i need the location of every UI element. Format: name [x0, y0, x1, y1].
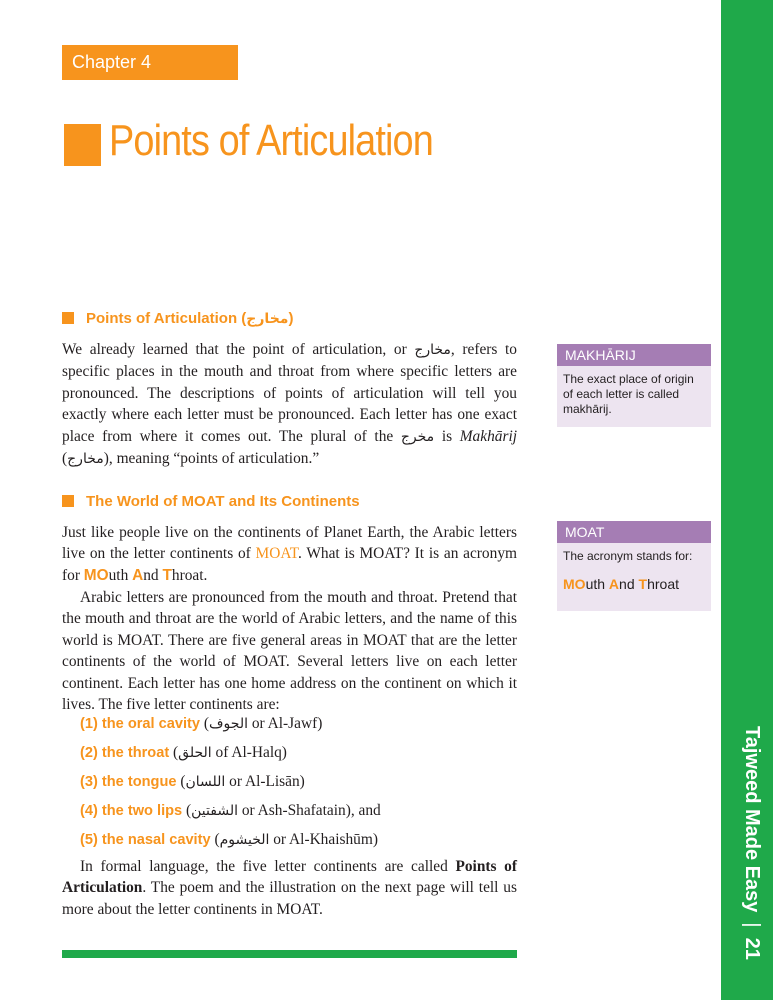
- section-heading-moat: The World of MOAT and Its Continents: [62, 493, 360, 510]
- moat-sidebox: [557, 521, 711, 611]
- sidebar-strip: [721, 0, 773, 1000]
- sidebox-body: The acronym stands for:: [563, 549, 693, 563]
- square-bullet-icon: [62, 495, 74, 507]
- square-bullet-icon: [62, 312, 74, 324]
- footer-separator: |: [741, 922, 763, 928]
- makharij-sidebox: [557, 344, 711, 427]
- section-heading-points: Points of Articulation (مخارج): [62, 310, 293, 327]
- paragraph-formal-language: In formal language, the five letter continents are called Points of Articulation. The poem and the illustration on the next page will tell us more about the letter continents in MOAT.: [62, 858, 517, 918]
- list-item: (5) the nasal cavity (الخيشوم or Al-Khaishūm): [80, 831, 378, 848]
- sidebox-body: The exact place of origin of each letter is called makhārij.: [563, 372, 694, 416]
- sidebox-header: MAKHĀRIJ: [557, 344, 711, 366]
- continents-list: [80, 709, 520, 854]
- book-title: Tajweed Made Easy: [741, 726, 763, 913]
- list-item: (3) the tongue (اللسان or Al-Lisān): [80, 773, 305, 790]
- list-item: (2) the throat (الحلق of Al-Halq): [80, 744, 287, 761]
- paragraph-points-intro: We already learned that the point of articulation, or مخارج, refers to specific places in the mouth and throat from where specific letters are pronounced. The descriptions of points of articulation will tell you exactly where each letter must be pronounced. Each letter has one exact place from where it comes out. The plural of the مخرج is Makhārij (مخارج), meaning “points of articulation.”: [62, 341, 517, 468]
- list-item: (1) the oral cavity (الجوف or Al-Jawf): [80, 715, 323, 732]
- paragraph-moat-intro: Just like people live on the continents of Planet Earth, the Arabic letters live on the letter continents of MOAT. What is MOAT? It is an acronym for MOuth And Throat.: [62, 524, 517, 584]
- list-item: (4) the two lips (الشفتين or Ash-Shafatain), and: [80, 802, 381, 819]
- page-title: Points of Articulation: [109, 116, 433, 165]
- chapter-tab: Chapter 4: [62, 45, 238, 80]
- paragraph-moat-world: Arabic letters are pronounced from the mouth and throat. Pretend that the mouth and throat are the world of Arabic letters, and the name of this world is MOAT. There are five general areas in MOAT that are the letter continents of the world of MOAT. Several letters live on each letter continent. Each letter has one home address on the continent on which it lives. The five letter continents are:: [62, 589, 517, 714]
- page-number: 21: [741, 937, 763, 960]
- sidebox-header: MOAT: [557, 521, 711, 543]
- title-square-icon: [64, 124, 101, 166]
- acronym-line: MOuth And Throat: [563, 576, 679, 592]
- running-footer: [729, 726, 769, 996]
- bottom-rule: [62, 950, 517, 958]
